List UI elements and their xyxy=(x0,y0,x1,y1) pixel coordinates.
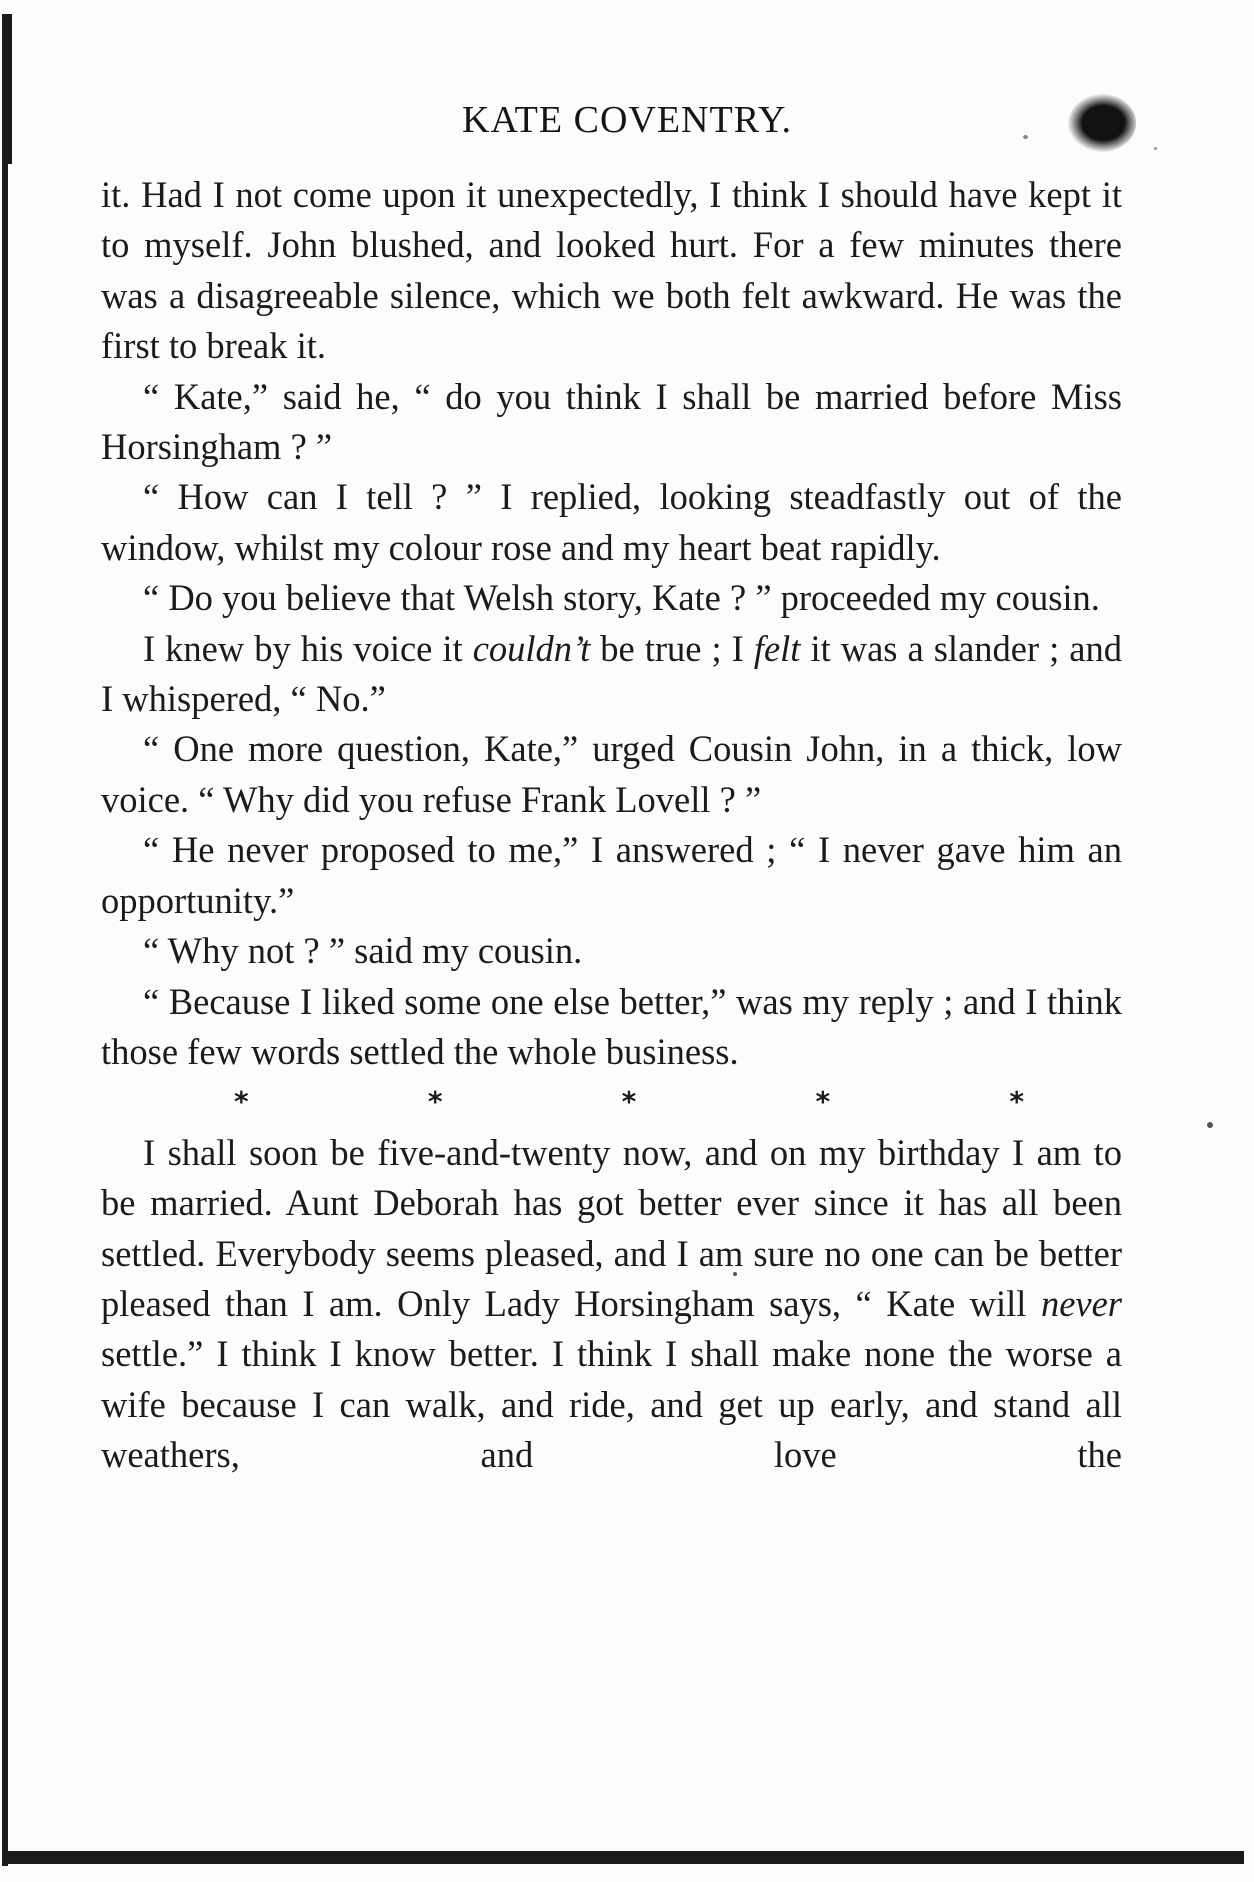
text-run: settle.” I think I know better. I think I shall make none the worse a wife because I can walk, and ride, and get up early, and stand all weathers, and love the xyxy=(101,1333,1122,1476)
section-break-star: * xyxy=(234,1085,249,1119)
section-break-star: * xyxy=(427,1085,443,1119)
text-run: it was a slander ; and I whispered, “ No.” xyxy=(101,627,1122,720)
section-break-star: * xyxy=(1009,1085,1024,1119)
scan-left-edge xyxy=(2,14,8,1866)
running-head: KATE COVENTRY. xyxy=(462,99,792,141)
section-break-star: * xyxy=(815,1085,831,1119)
paragraph: “ Why not ? ” said my cousin. xyxy=(143,930,583,972)
scan-speck xyxy=(1154,147,1157,150)
paragraph xyxy=(101,1128,1122,1481)
paragraph: “ Do you believe that Welsh story, Kate ? ” proceeded my cousin. xyxy=(143,577,1100,619)
paragraph: “ How can I tell ? ” I replied, looking steadfastly out of the window, whilst my colour rose and my heart beat rapidly. xyxy=(101,476,1122,568)
text-run: I shall soon be five-and-twenty now, and on my birthday I am to be married. Aunt Deborah has got better ever since it has all been settled. Everybody seems pleased, and I am sure no one can be better pleased than I am. Only Lady Horsingham says, “ Kate will xyxy=(101,1131,1122,1324)
section-break xyxy=(101,1077,1122,1127)
paragraph: “ He never proposed to me,” I answered ; “ I never gave him an opportunity.” xyxy=(101,829,1122,921)
text-run: I knew by his voice it xyxy=(143,627,473,669)
italic-text: felt xyxy=(753,627,801,669)
scan-bottom-edge xyxy=(4,1851,1244,1864)
paragraph: “ Because I liked some one else better,” was my reply ; and I think those few words settled the whole business. xyxy=(101,980,1122,1072)
italic-text: couldn’t xyxy=(472,627,591,669)
paragraph xyxy=(101,624,1122,725)
paragraph: “ One more question, Kate,” urged Cousin John, in a thick, low voice. “ Why did you refuse Frank Lovell ? ” xyxy=(101,728,1122,820)
text-run: be true ; I xyxy=(590,627,754,669)
scan-speck xyxy=(1207,1122,1213,1128)
italic-text: never xyxy=(1040,1282,1122,1324)
body-text xyxy=(101,170,1122,1481)
paragraph: it. Had I not come upon it unexpectedly, I think I should have kept it to myself. John blushed, and looked hurt. For a few minutes there was a disagreeable silence, which we both felt awkward. He was the first to break it. xyxy=(101,174,1122,367)
section-break-star: * xyxy=(621,1085,637,1119)
paragraph: “ Kate,” said he, “ do you think I shall be married before Miss Horsingham ? ” xyxy=(101,375,1122,468)
